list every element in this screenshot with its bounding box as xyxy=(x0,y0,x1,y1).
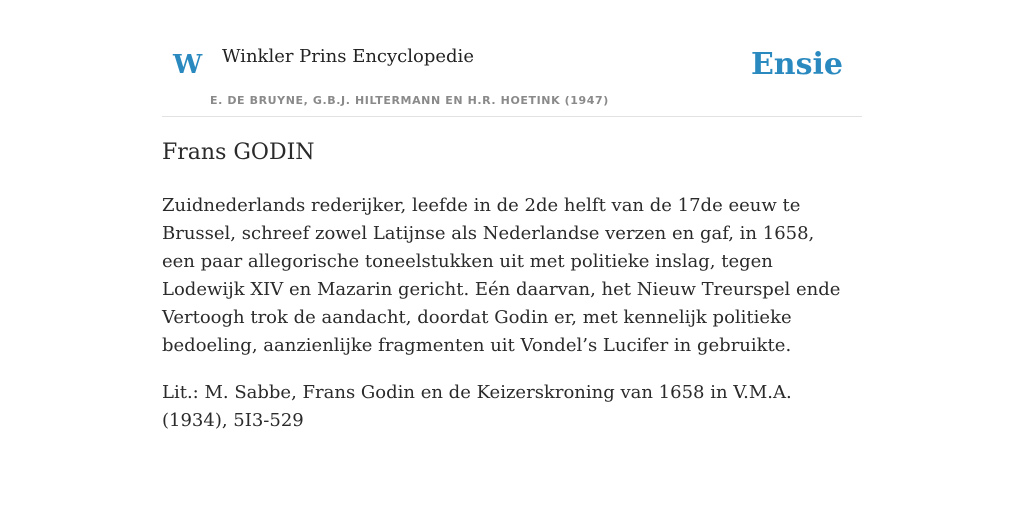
site-title[interactable]: Winkler Prins Encyclopedie xyxy=(222,46,474,67)
authors-line: E. DE BRUYNE, G.B.J. HILTERMANN EN H.R. HOETINK (1947) xyxy=(210,94,609,107)
ensie-logo[interactable]: Ensie xyxy=(750,47,843,82)
literature-reference: Lit.: M. Sabbe, Frans Godin en de Keizerskroning van 1658 in V.M.A. (1934), 5I3-529 xyxy=(162,382,792,431)
entry-title: Frans GODIN xyxy=(162,140,315,165)
wp-logo-icon[interactable]: W xyxy=(173,50,203,80)
entry-paragraph: Zuidnederlands rederijker, leefde in de 2de helft van de 17de eeuw te Brussel, schreef zowel Latijnse als Nederlandse verzen en gaf, in 1658, een paar allegorische toneelstukken uit met politieke inslag, tegen Lodewijk XIV en Mazarin gericht. Eén daarvan, het Nieuw Treurspel ende Vertoogh trok de aandacht, doordat Godin er, met kennelijk politieke bedoeling, aanzienlijke fragmenten uit Vondel’s Lucifer in gebruikte. xyxy=(162,195,841,356)
site-header xyxy=(162,0,862,117)
